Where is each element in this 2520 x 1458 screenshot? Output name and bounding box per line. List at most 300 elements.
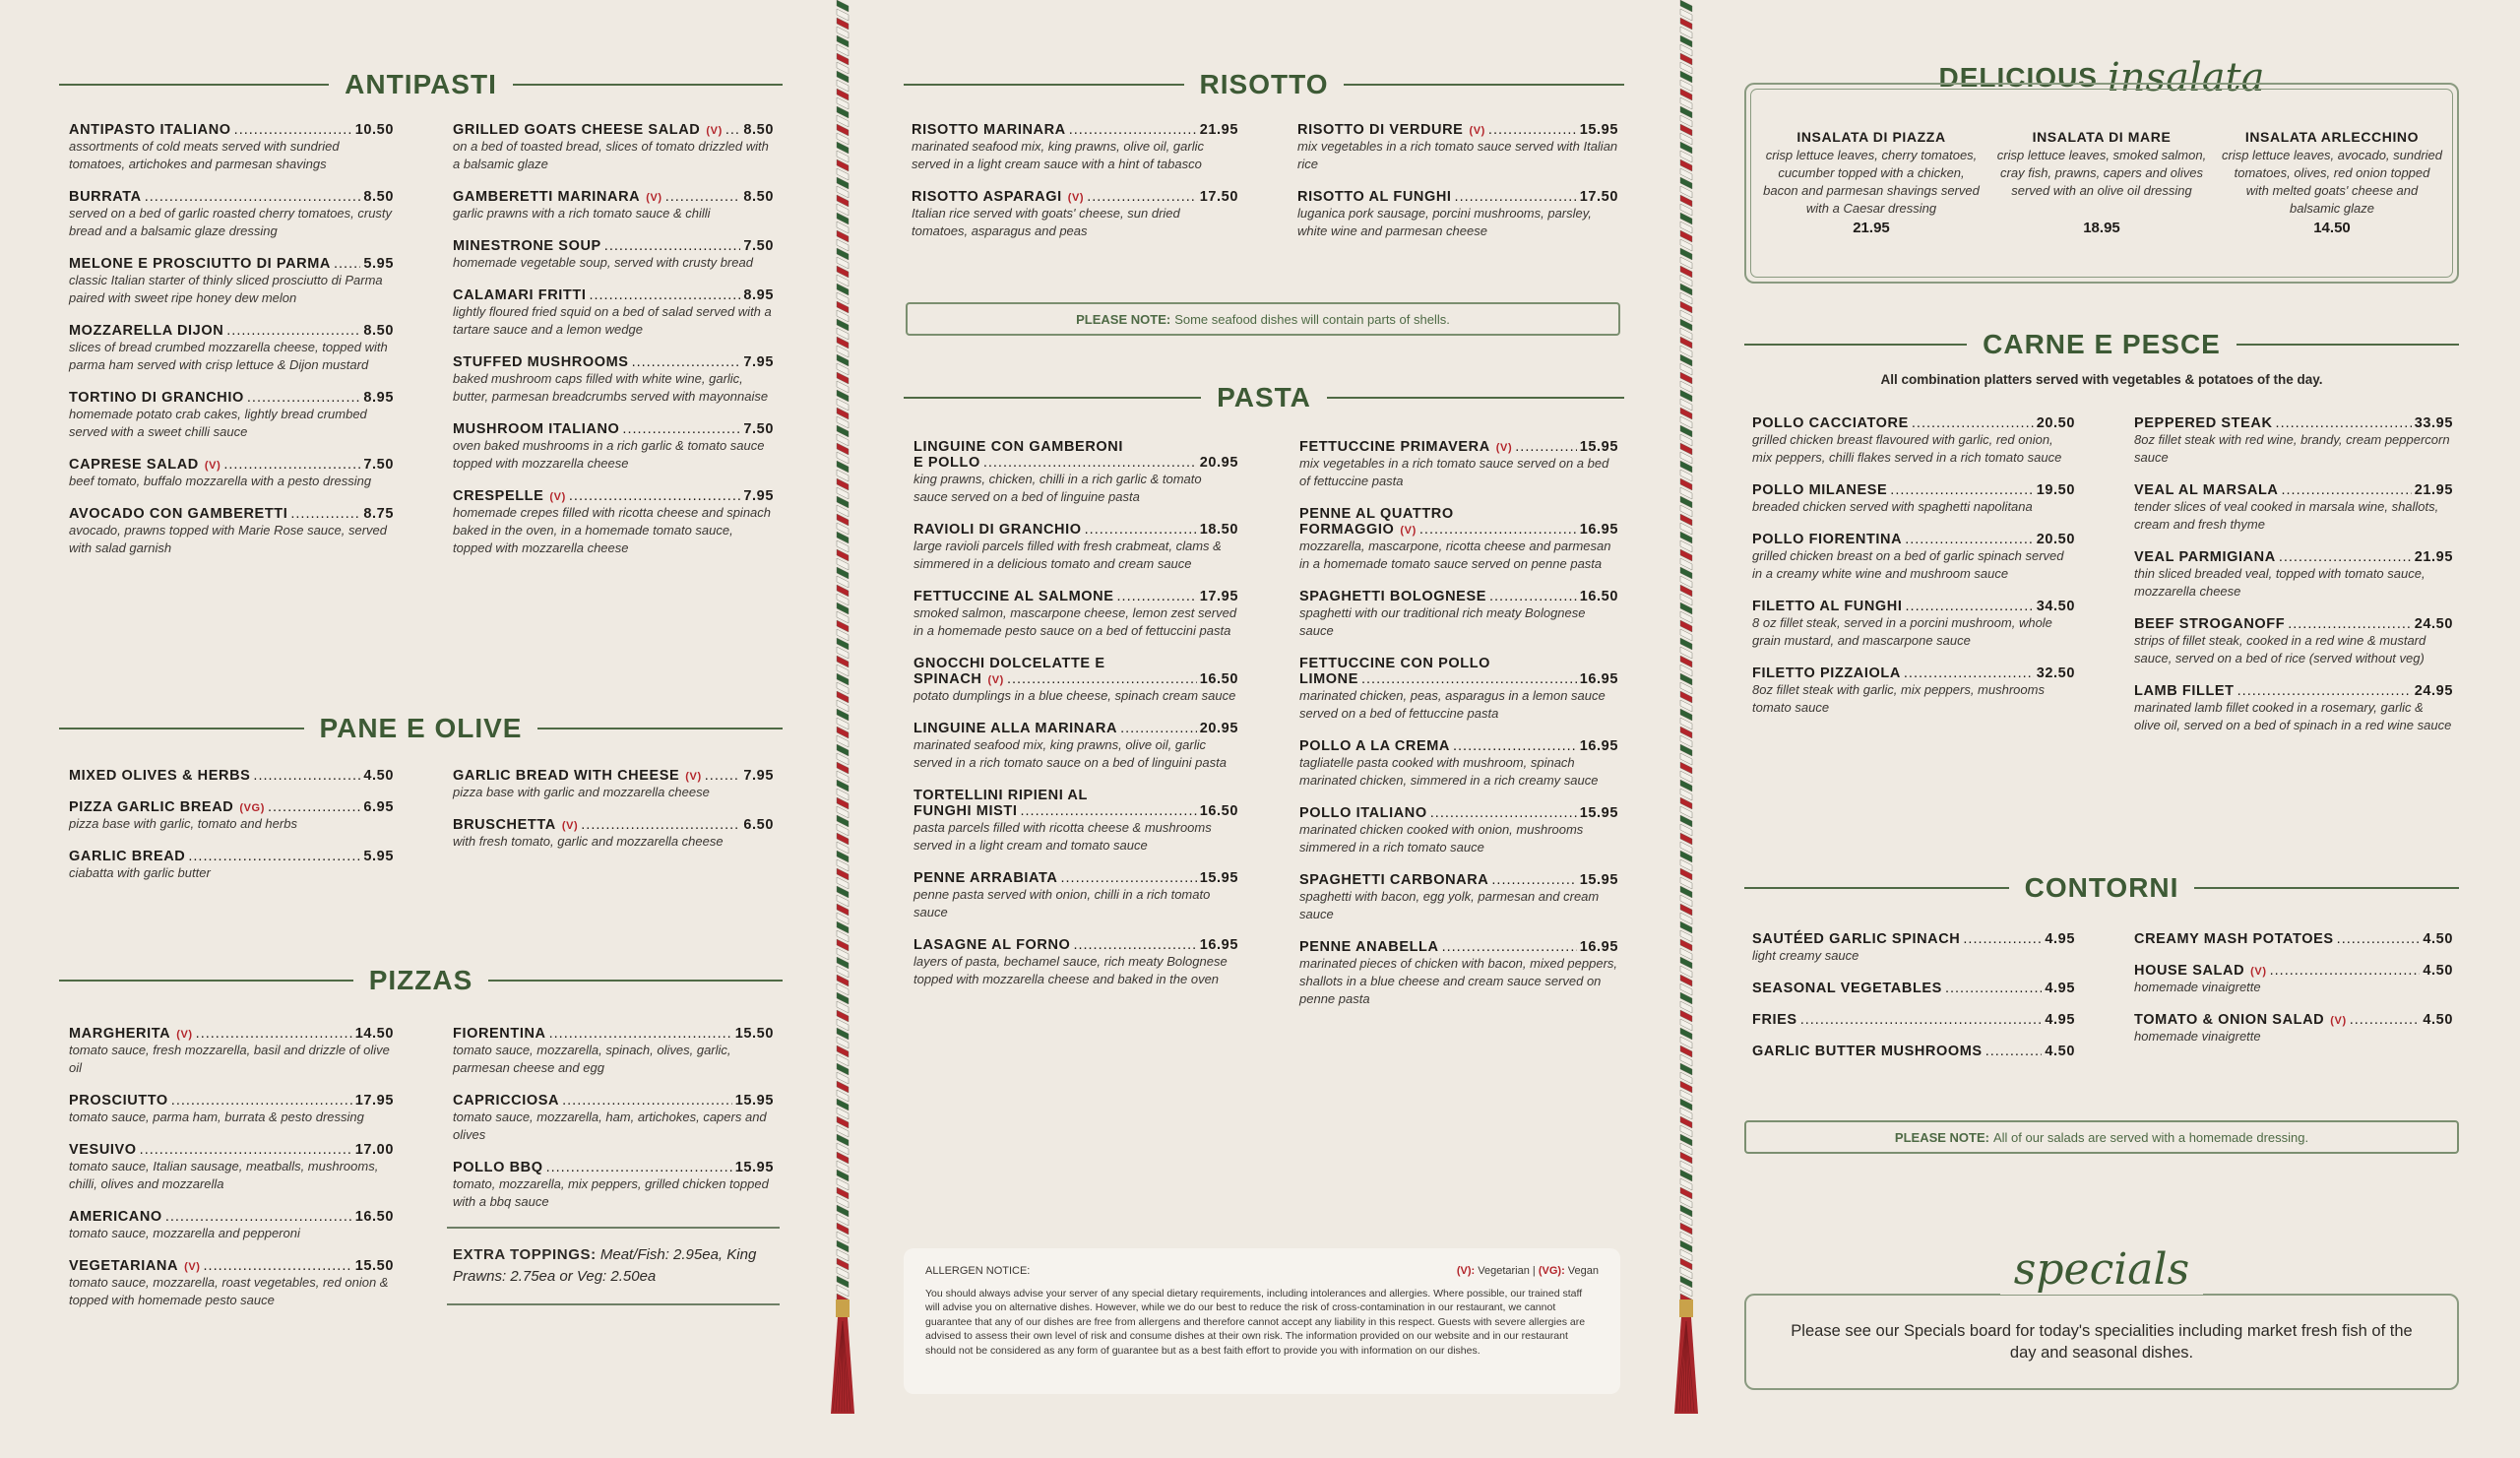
menu-item-description: tomato, mozzarella, mix peppers, grilled chicken topped with a bbq sauce [453,1176,769,1209]
dot-leader [1912,415,2034,431]
menu-item [1752,415,2075,467]
menu-item [914,522,1238,573]
dot-leader [1890,482,2033,498]
dot-leader [1905,532,2034,547]
menu-item-price: 16.95 [1199,937,1238,953]
menu-item [2134,415,2453,467]
salad-description: crisp lettuce leaves, smoked salmon, cray fish, prawns, capers and olives served with an olive oil dressing [1996,148,2207,198]
extra-toppings-top-rule [447,1227,780,1229]
menu-item [69,256,394,307]
menu-item-price: 16.95 [1579,671,1618,687]
menu-item [453,817,774,851]
menu-item [2134,549,2453,601]
menu-item-description: garlic prawns with a rich tomato sauce & chilli [453,206,711,221]
menu-item [453,1160,774,1211]
carne-heading: CARNE E PESCE [1744,329,2459,360]
menu-item-price: 17.50 [1199,189,1238,205]
salad-price: 14.50 [2313,220,2351,236]
menu-item [1752,599,2075,650]
menu-item [69,768,394,784]
menu-item-name: POLLO FIORENTINA [1752,532,1903,547]
menu-item-price: 4.50 [2423,931,2453,947]
menu-item-title [69,1093,394,1109]
risotto-note [906,302,1620,336]
menu-item-description: spaghetti with bacon, egg yolk, parmesan and cream sauce [1299,889,1600,921]
menu-item-name: FETTUCCINE PRIMAVERA [1299,439,1490,455]
dot-leader [589,287,740,303]
allergen-body: You should always advise your server of any special dietary requirements, including intolerances and allergies. Where possible, our trained staff will advise you on alternative dishes. However, while we do our best to reduce the risk of cross-contamination in our restaurant, we cannot guarantee that any of our dishes are free from allergens and therefore cannot accept any liability in this respect. Guests with severe allergies are advised to assess their own level of risk and consume dishes at their own risk. The information provided on our website and in our restaurant should not be considered as any form of guarantee but as a best faith effort to provide you with information on our dishes. [925,1287,1586,1357]
menu-item [1752,931,2075,965]
carne-col-2 [2134,415,2453,750]
menu-item-price: 16.95 [1579,738,1618,754]
menu-item-name: SAUTÉED GARLIC SPINACH [1752,931,1961,947]
risotto-note-text: Some seafood dishes will contain parts of shells. [1174,311,1450,327]
menu-item-price: 24.50 [2414,616,2453,632]
menu-item-price: 15.95 [1579,439,1618,455]
dot-leader [1488,122,1577,138]
menu-item [69,189,394,240]
menu-item-description: smoked salmon, mascarpone cheese, lemon zest served in a homemade pesto sauce on a bed of fettuccini pasta [914,605,1237,638]
dot-leader [546,1160,732,1175]
menu-item-title [2134,931,2453,947]
menu-item-name: E POLLO [914,455,980,471]
menu-item-title [914,455,1238,471]
diet-tag: (V) [685,771,702,783]
middle-panel [904,0,1624,1458]
menu-item-description: tomato sauce, fresh mozzarella, basil and drizzle of olive oil [69,1043,390,1075]
menu-item-description: ciabatta with garlic butter [69,865,211,880]
menu-item-price: 10.50 [354,122,394,138]
pane-heading: PANE E OLIVE [59,713,783,744]
dot-leader [1120,721,1197,736]
menu-item-title [1297,189,1618,205]
menu-item-title [69,323,394,339]
dot-leader [1442,939,1577,955]
menu-item [1752,1044,2075,1059]
menu-item-title [453,1160,774,1175]
menu-item-title [914,870,1238,886]
menu-item-name: CAPRICCIOSA [453,1093,560,1109]
menu-item [2134,931,2453,947]
menu-item-price: 18.50 [1199,522,1238,538]
menu-item-title [1299,805,1618,821]
menu-item-name: HOUSE SALAD [2134,963,2245,979]
menu-item-name: LAMB FILLET [2134,683,2235,699]
menu-item-price: 16.95 [1579,939,1618,955]
menu-item-price: 7.95 [743,354,774,370]
menu-item-description: assortments of cold meats served with sundried tomatoes, artichokes and parmesan shavings [69,139,340,171]
menu-item-name: PROSCIUTTO [69,1093,168,1109]
dot-leader [334,256,360,272]
salad-price: 18.95 [2083,220,2120,236]
menu-item-description: pizza base with garlic and mozzarella cheese [453,785,710,799]
dot-leader [2276,415,2412,431]
menu-item [453,354,774,406]
menu-item-description: tomato sauce, mozzarella, roast vegetables, red onion & topped with homemade pesto sauce [69,1275,389,1307]
menu-item [1752,482,2075,516]
dot-leader [983,455,1197,471]
menu-item-price: 4.50 [2423,1012,2453,1028]
menu-item-description: king prawns, chicken, chilli in a rich garlic & tomato sauce served on a bed of linguine pasta [914,472,1202,504]
menu-item-name: MINESTRONE SOUP [453,238,601,254]
menu-item-title [2134,482,2453,498]
menu-item-description: grilled chicken breast on a bed of garlic spinach served in a creamy white wine and mushroom sauce [1752,548,2064,581]
menu-item [69,122,394,173]
menu-item-price: 16.50 [1579,589,1618,604]
menu-item-description: light creamy sauce [1752,948,1859,963]
specials-box [1744,1294,2459,1390]
menu-item-name-line1: GNOCCHI DOLCELATTE E [914,656,1105,671]
menu-item-title [1299,522,1618,538]
menu-item-title [914,937,1238,953]
dot-leader [171,1093,352,1109]
menu-item-price: 8.50 [743,189,774,205]
menu-item-title [453,488,774,504]
dot-leader [1087,189,1197,205]
dot-leader [1020,803,1196,819]
menu-item-name: FUNGHI MISTI [914,803,1018,819]
menu-item-title [69,799,394,815]
menu-item [1299,506,1618,573]
dot-leader [562,1093,732,1109]
menu-item-price: 6.95 [363,799,394,815]
menu-item [914,656,1238,705]
menu-item-name: AMERICANO [69,1209,162,1225]
diet-tag: (V) [1495,442,1513,454]
menu-item-description: mozzarella, mascarpone, ricotta cheese and parmesan in a homemade tomato sauce served on penne pasta [1299,539,1611,571]
menu-item-description: pasta parcels filled with ricotta cheese & mushrooms served in a light cream and tomato sauce [914,820,1212,853]
menu-item-name: CALAMARI FRITTI [453,287,587,303]
menu-item [2134,616,2453,667]
dot-leader [188,849,360,864]
contorni-note-text: All of our salads are served with a homemade dressing. [1992,1129,2309,1145]
dot-leader [1361,671,1577,687]
menu-item-title [1299,738,1618,754]
menu-item-description: tomato sauce, mozzarella and pepperoni [69,1226,300,1240]
menu-item-description: on a bed of toasted bread, slices of tomato drizzled with a balsamic glaze [453,139,769,171]
contorni-heading: CONTORNI [1744,872,2459,904]
dot-leader [2270,963,2421,979]
dot-leader [2282,482,2412,498]
rope-graphic [1673,0,1699,1418]
menu-item-description: tagliatelle pasta cooked with mushroom, spinach marinated chicken, simmered in a rich creamy sauce [1299,755,1599,788]
dot-leader [140,1142,352,1158]
salad-name: INSALATA ARLECCHINO [2244,129,2420,145]
dot-leader [725,122,741,138]
contorni-note-label: PLEASE NOTE: [1894,1129,1989,1145]
menu-item [2134,963,2453,996]
dot-leader [1455,189,1577,205]
dot-leader [204,1258,352,1274]
menu-item [453,238,774,272]
menu-item-price: 4.50 [2423,963,2453,979]
menu-item-price: 15.95 [1579,122,1618,138]
dot-leader [290,506,360,522]
menu-item-description: penne pasta served with onion, chilli in a rich tomato sauce [914,887,1211,919]
specials-text: Please see our Specials board for today's specialities including market fresh fish of the day and seasonal dishes. [1791,1322,2413,1362]
menu-item-name: SEASONAL VEGETABLES [1752,981,1942,996]
menu-item [453,287,774,339]
menu-item [914,721,1238,772]
allergen-legend [1457,1264,1599,1279]
menu-item-title [453,189,774,205]
menu-item-description: oven baked mushrooms in a rich garlic & tomato sauce topped with mozzarella cheese [453,438,765,471]
dot-leader [247,390,360,406]
menu-item-description: homemade vinaigrette [2134,980,2261,994]
menu-item-title [69,457,394,473]
menu-item-name: POLLO ITALIANO [1299,805,1427,821]
dot-leader [1073,937,1196,953]
menu-item [912,189,1238,240]
menu-item-description: tomato sauce, mozzarella, spinach, olives, garlic, parmesan cheese and egg [453,1043,731,1075]
menu-item-title [1299,439,1618,455]
menu-item-title [453,354,774,370]
menu-item-description: classic Italian starter of thinly sliced prosciutto di Parma paired with sweet ripe honey dew melon [69,273,383,305]
menu-item-title [69,390,394,406]
diet-tag: (V) [549,491,566,503]
menu-item-description: potato dumplings in a blue cheese, spinach cream sauce [914,688,1236,703]
pasta-col-2 [1299,439,1618,1024]
menu-item-price: 17.95 [354,1093,394,1109]
menu-item-price: 20.95 [1199,721,1238,736]
menu-item-price: 16.50 [1199,803,1238,819]
menu-item-price: 14.50 [354,1026,394,1042]
menu-item [2134,482,2453,534]
carne-col-1 [1752,415,2075,732]
dot-leader [1489,589,1577,604]
dot-leader [1060,870,1196,886]
veg-code: (V): [1456,1265,1476,1277]
menu-item [1299,738,1618,790]
menu-item-description: marinated seafood mix, king prawns, olive oil, garlic served in a light cream sauce with a hint of tabasco [912,139,1204,171]
menu-item [69,457,394,490]
menu-item-title [453,768,774,784]
dot-leader [234,122,352,138]
menu-item-price: 6.50 [743,817,774,833]
diet-tag: (V) [2330,1015,2347,1027]
menu-item-title [2134,616,2453,632]
menu-item-name-line1: FETTUCCINE CON POLLO [1299,656,1491,671]
salad-description: crisp lettuce leaves, cherry tomatoes, cucumber topped with a chicken, bacon and parmesan shavings served with a Caesar dressing [1763,148,1980,216]
dot-leader [1491,872,1576,888]
menu-item-description: large ravioli parcels filled with fresh crabmeat, clams & simmered in a delicious tomato and cream sauce [914,539,1222,571]
specials-title: specials [1744,1244,2459,1295]
menu-item-title [69,1209,394,1225]
dot-leader [1985,1044,2043,1059]
extra-toppings [453,1244,774,1288]
menu-item [1299,872,1618,923]
menu-item-description: Italian rice served with goats' cheese, sun dried tomatoes, asparagus and peas [912,206,1180,238]
menu-item-price: 15.95 [734,1093,774,1109]
menu-item-price: 8.75 [363,506,394,522]
menu-item-name: RAVIOLI DI GRANCHIO [914,522,1082,538]
menu-item-description: marinated lamb fillet cooked in a rosemary, garlic & olive oil, served on a bed of spinach in a red wine sauce [2134,700,2452,732]
menu-item-description: spaghetti with our traditional rich meaty Bolognese sauce [1299,605,1586,638]
rope-graphic [830,0,855,1418]
dot-leader [1085,522,1197,538]
contorni-col-2 [2134,931,2453,1061]
menu-item-price: 21.95 [2414,549,2453,565]
menu-item-name: MIXED OLIVES & HERBS [69,768,251,784]
menu-item-title [914,721,1238,736]
menu-item-title [453,817,774,833]
dot-leader [1453,738,1577,754]
menu-item-name: VEAL AL MARSALA [2134,482,2279,498]
dot-leader [1117,589,1197,604]
dot-leader [1945,981,2042,996]
diet-tag: (V) [987,674,1004,686]
menu-item-price: 15.95 [1199,870,1238,886]
menu-item [914,439,1238,506]
menu-item-description: breaded chicken served with spaghetti napolitana [1752,499,2033,514]
menu-item-price: 16.50 [1199,671,1238,687]
menu-item [1752,1012,2075,1028]
menu-item-name: MUSHROOM ITALIANO [453,421,620,437]
dot-leader [632,354,741,370]
antipasti-col-2 [453,122,774,573]
menu-item-price: 15.50 [734,1026,774,1042]
menu-item-name-line1: LINGUINE CON GAMBERONI [914,439,1123,455]
menu-item-title [69,256,394,272]
menu-item-price: 20.50 [2036,532,2075,547]
menu-item-price: 16.95 [1579,522,1618,538]
dot-leader [622,421,740,437]
menu-item [1752,666,2075,717]
menu-item-title [1299,671,1618,687]
menu-item-title [914,522,1238,538]
menu-item-title [69,1142,394,1158]
menu-item-name: SPAGHETTI CARBONARA [1299,872,1489,888]
menu-item-title [1752,1044,2075,1059]
menu-item [914,937,1238,988]
menu-item-name: CAPRESE SALAD [69,457,199,473]
dot-leader [1007,671,1197,687]
menu-item-description: with fresh tomato, garlic and mozzarella cheese [453,834,724,849]
menu-item [1297,122,1618,173]
dot-leader [1800,1012,2043,1028]
dot-leader [2337,931,2421,947]
menu-item-description: grilled chicken breast flavoured with garlic, red onion, mix peppers, chilli flakes served in a rich tomato sauce [1752,432,2062,465]
dot-leader [226,323,360,339]
pizzas-col-1 [69,1026,394,1325]
diet-tag: (V) [706,125,723,137]
salad-item [2222,129,2442,277]
menu-item [914,870,1238,921]
allergen-notice [904,1248,1620,1394]
dot-leader [145,189,361,205]
menu-item-name: PIZZA GARLIC BREAD [69,799,234,815]
menu-item [69,1209,394,1242]
menu-item [69,1258,394,1309]
menu-item-title [912,122,1238,138]
dot-leader [2350,1012,2421,1028]
menu-item-name: LINGUINE ALLA MARINARA [914,721,1118,736]
menu-item [453,122,774,173]
menu-item-name: RISOTTO MARINARA [912,122,1066,138]
menu-item-description: lightly floured fried squid on a bed of salad served with a tartare sauce and a lemon wedge [453,304,772,337]
menu-item-name: POLLO CACCIATORE [1752,415,1909,431]
menu-item-description: homemade crepes filled with ricotta cheese and spinach baked in the oven, in a homemade tomato sauce, topped with mozzarella cheese [453,505,772,555]
menu-item-name: MELONE E PROSCIUTTO DI PARMA [69,256,331,272]
menu-item-title [2134,415,2453,431]
menu-item-description: mix vegetables in a rich tomato sauce served with Italian rice [1297,139,1618,171]
dot-leader [581,817,740,833]
menu-item-description: luganica pork sausage, porcini mushrooms, parsley, white wine and parmesan cheese [1297,206,1592,238]
menu-item-title [914,589,1238,604]
menu-item [69,323,394,374]
diet-tag: (V) [646,192,662,204]
menu-item-name: GAMBERETTI MARINARA [453,189,641,205]
menu-item-title [914,803,1238,819]
menu-item-name: AVOCADO CON GAMBERETTI [69,506,288,522]
diet-tag: (V) [561,820,579,832]
menu-item-price: 4.95 [2045,931,2075,947]
menu-item-description: avocado, prawns topped with Marie Rose sauce, served with salad garnish [69,523,388,555]
menu-item-name: MARGHERITA [69,1026,171,1042]
dot-leader [665,189,741,205]
menu-item-price: 17.95 [1199,589,1238,604]
extra-toppings-label: EXTRA TOPPINGS: [453,1246,597,1263]
menu-item-name: SPINACH [914,671,982,687]
menu-item-title [1299,589,1618,604]
menu-item-name-line1: TORTELLINI RIPIENI AL [914,788,1088,803]
pasta-col-1 [914,439,1238,1004]
menu-item-name: TORTINO DI GRANCHIO [69,390,244,406]
menu-item [69,390,394,441]
antipasti-col-1 [69,122,394,573]
menu-item-name: RISOTTO ASPARAGI [912,189,1062,205]
menu-item-description: tomato sauce, mozzarella, ham, artichokes, capers and olives [453,1109,767,1142]
menu-item-title [1752,599,2075,614]
menu-item-name: ANTIPASTO ITALIANO [69,122,231,138]
dot-leader [705,768,741,784]
menu-item-name: FIORENTINA [453,1026,546,1042]
salad-price: 21.95 [1853,220,1890,236]
menu-item-title [2134,1012,2453,1028]
menu-item-name: LIMONE [1299,671,1358,687]
menu-item-name: VESUIVO [69,1142,137,1158]
menu-item [914,788,1238,855]
diet-tag: (VG) [239,802,265,814]
insalata-title-a: DELICIOUS [1938,62,2098,93]
menu-item [69,1142,394,1193]
menu-item-title [2134,963,2453,979]
menu-item-price: 5.95 [363,256,394,272]
dot-leader [253,768,360,784]
menu-item-price: 7.50 [743,238,774,254]
menu-item-price: 17.50 [1579,189,1618,205]
menu-item-title [1297,122,1618,138]
menu-item [69,1026,394,1077]
menu-item [453,1093,774,1144]
menu-item-price: 4.95 [2045,1012,2075,1028]
menu-item-title [1752,981,2075,996]
menu-item-description: pizza base with garlic, tomato and herbs [69,816,297,831]
insalata-list [1750,89,2453,278]
menu-item-description: homemade vinaigrette [2134,1029,2261,1044]
menu-item-description: tomato sauce, Italian sausage, meatballs, mushrooms, chilli, olives and mozzarella [69,1159,379,1191]
menu-item-title [453,1093,774,1109]
menu-item-name: BEEF STROGANOFF [2134,616,2286,632]
menu-item-price: 19.50 [2036,482,2075,498]
menu-item-price: 7.95 [743,488,774,504]
diet-tag: (V) [1469,125,1485,137]
menu-item [2134,683,2453,734]
salad-name: INSALATA DI PIAZZA [1796,129,1946,145]
menu-item-name: TOMATO & ONION SALAD [2134,1012,2325,1028]
diet-tag: (V) [184,1261,201,1273]
dot-leader [1419,522,1577,538]
